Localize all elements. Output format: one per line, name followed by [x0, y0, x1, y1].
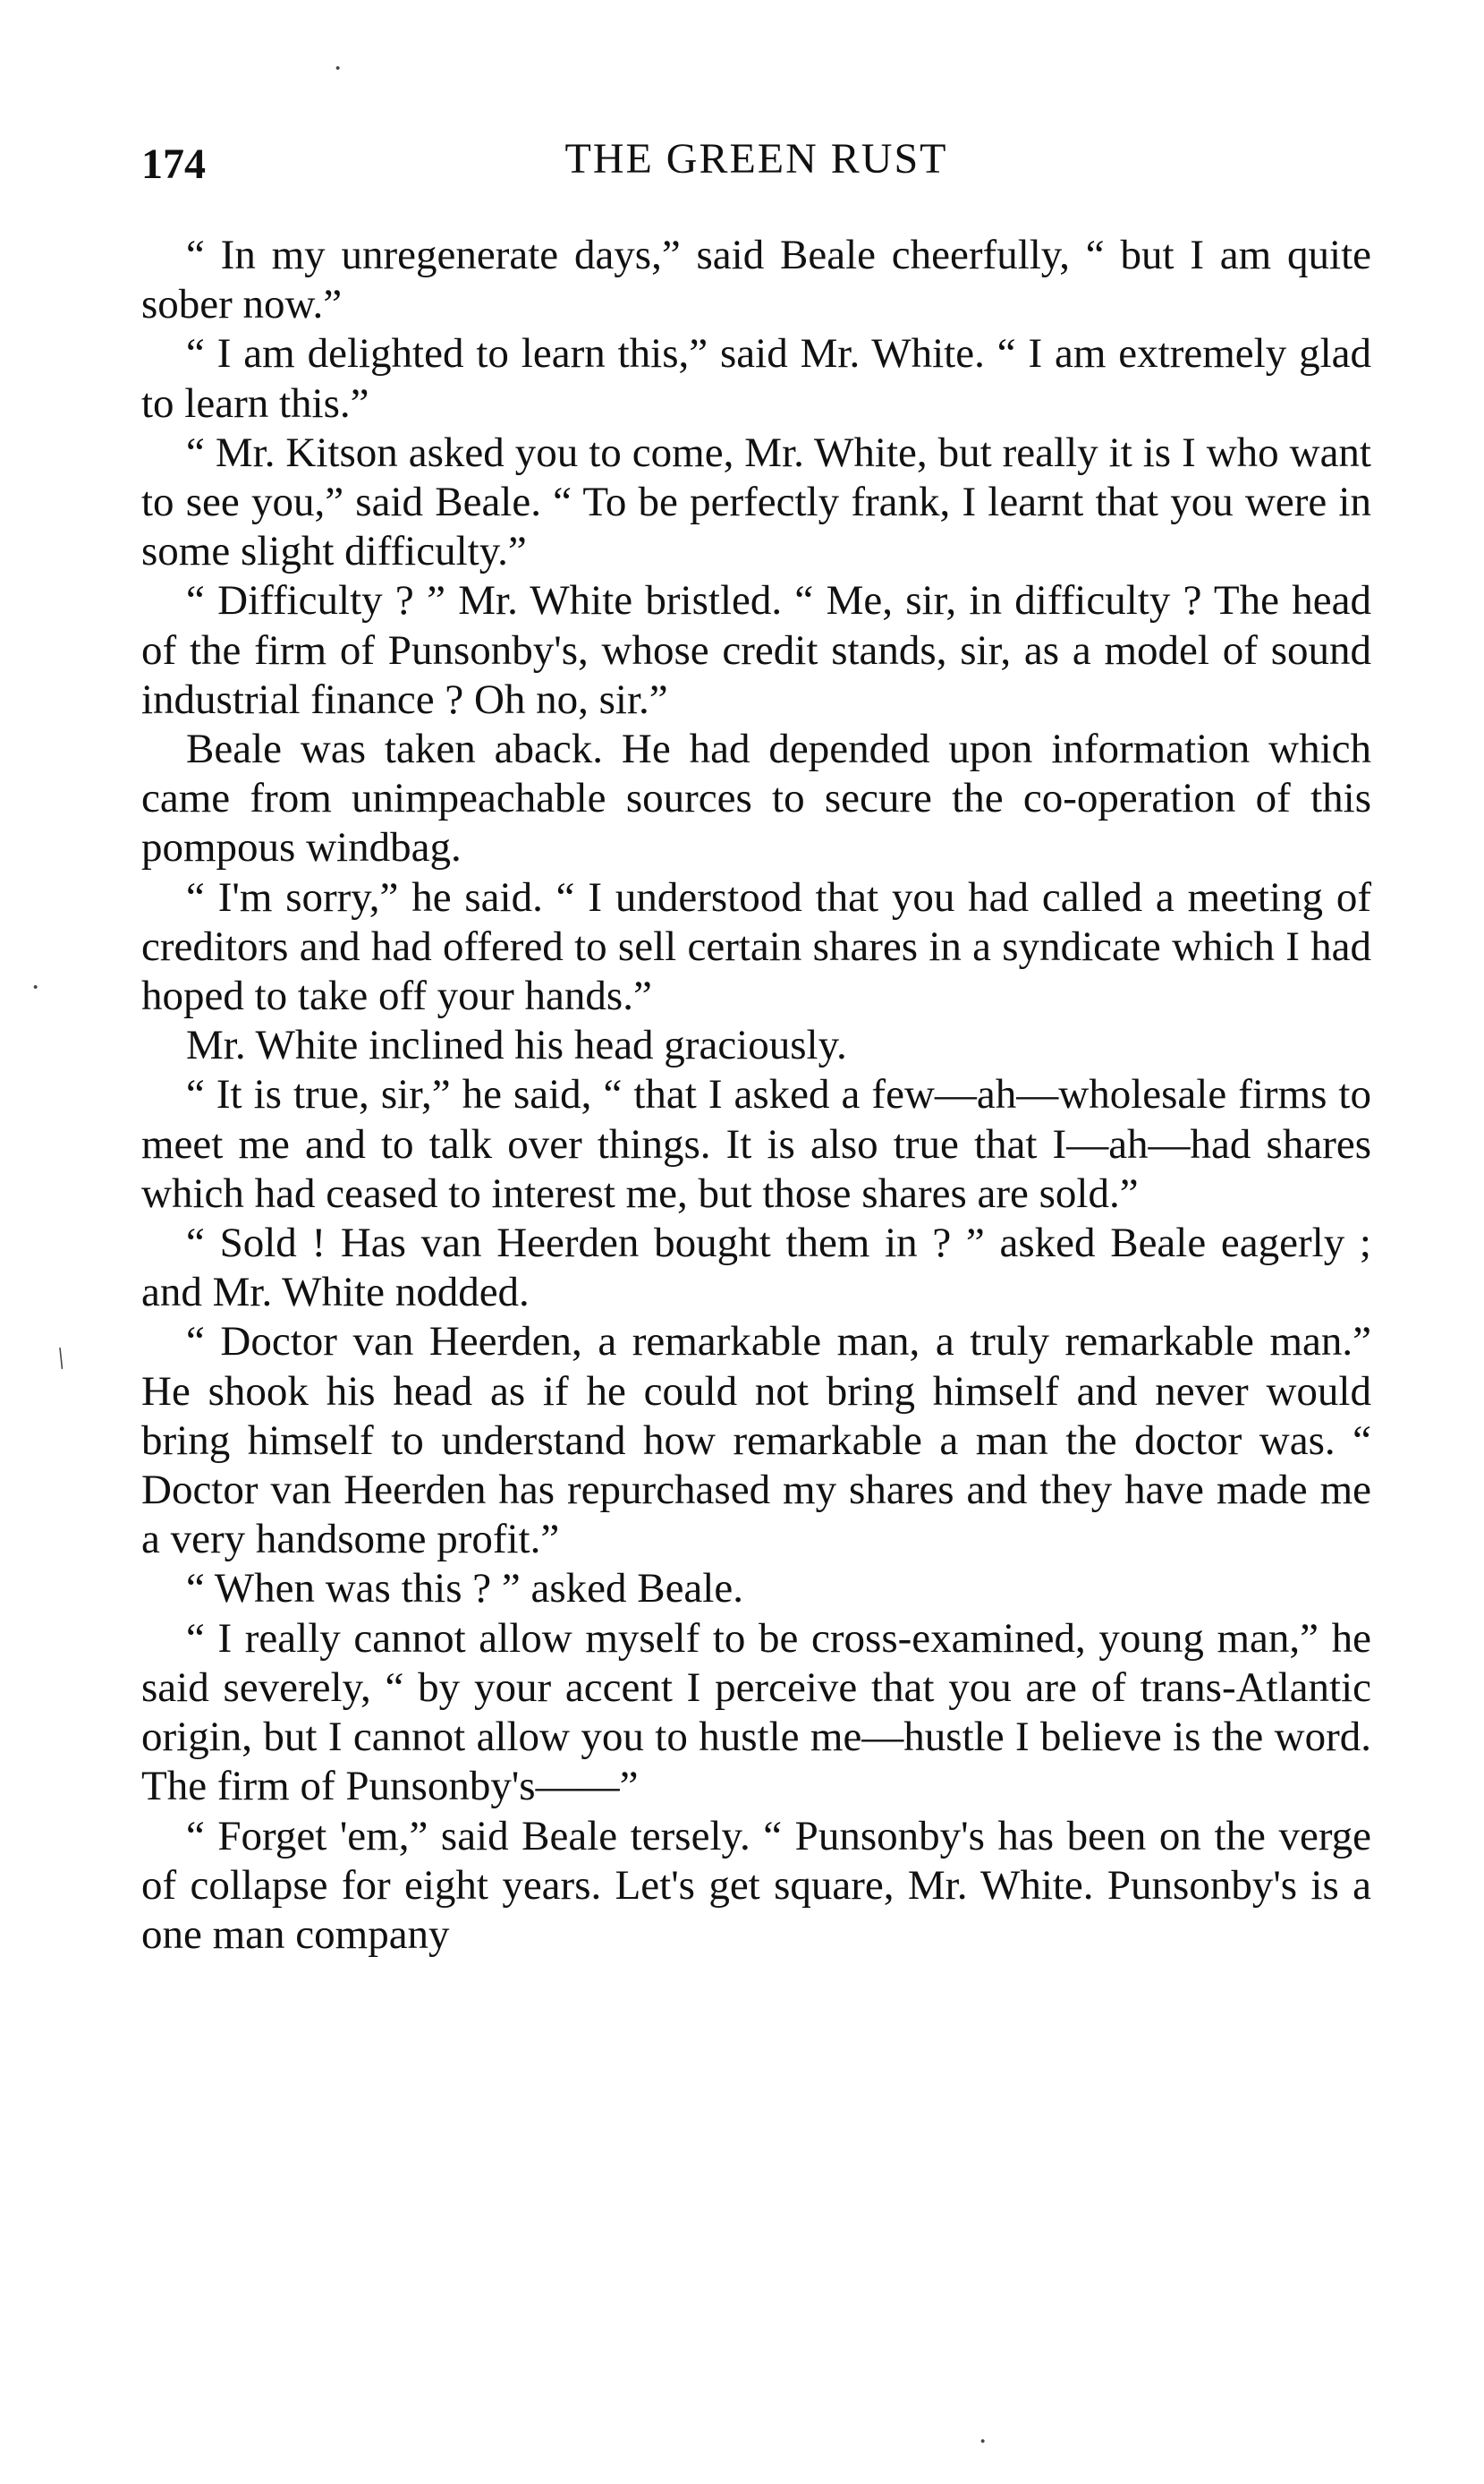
paragraph: “ I am delighted to learn this,” said Mr. White. “ I am extremely glad to learn this.”: [141, 330, 1371, 427]
margin-speck: ·: [978, 2425, 988, 2458]
paragraph: “ It is true, sir,” he said, “ that I asked a few—ah—wholesale firms to meet me and to talk over things. It is also true that I—ah—had shares which had ceased to interest me, but those shares are sold.”: [141, 1071, 1371, 1217]
paragraph: “ I'm sorry,” he said. “ I understood that you had called a meeting of creditors and had offered to sell certain shares in a syndicate which I had hoped to take off your hands.”: [141, 873, 1371, 1020]
body-text: [141, 231, 1371, 1960]
paragraph: Beale was taken aback. He had depended upon information which came from unimpeachable sources to secure the co-operation of this pompous windbag.: [141, 726, 1371, 872]
margin-speck: ·: [30, 971, 41, 1004]
page-number: 174: [141, 140, 206, 188]
margin-pencil-mark: /: [50, 1341, 72, 1376]
paragraph: “ Sold ! Has van Heerden bought them in ? ” asked Beale eagerly ; and Mr. White nodded.: [141, 1220, 1371, 1316]
paragraph: “ Doctor van Heerden, a remarkable man, a truly remarkable man.” He shook his head as if he could not bring himself and never would bring himself to understand how remarkable a man the doctor was. “ Doctor van Heerden has repurchased my shares and they have made me a very handsome profit.”: [141, 1318, 1371, 1563]
paragraph: “ I really cannot allow myself to be cross-examined, young man,” he said severely, “ by your accent I perceive that you are of trans-Atlantic origin, but I cannot allow you to hustle me—hustle I believe is the word. The firm of Punsonby's——”: [141, 1614, 1371, 1810]
paragraph: “ When was this ? ” asked Beale.: [186, 1565, 743, 1612]
margin-speck: ·: [333, 52, 343, 85]
paragraph: “ In my unregenerate days,” said Beale cheerfully, “ but I am quite sober now.”: [141, 232, 1371, 328]
paragraph: “ Forget 'em,” said Beale tersely. “ Punsonby's has been on the verge of collapse for eight years. Let's get square, Mr. White. Punsonby's is a one man company: [141, 1812, 1371, 1958]
book-page: [141, 134, 1371, 1960]
paragraph: Mr. White inclined his head graciously.: [186, 1022, 847, 1069]
paragraph: “ Difficulty ? ” Mr. White bristled. “ Me, sir, in difficulty ? The head of the firm of Punsonby's, whose credit stands, sir, as a model of sound industrial finance ? Oh no, sir.”: [141, 577, 1371, 723]
running-head: [141, 134, 1371, 197]
paragraph: “ Mr. Kitson asked you to come, Mr. White, but really it is I who want to see you,” said Beale. “ To be perfectly frank, I learnt that you were in some slight difficulty.”: [141, 429, 1371, 575]
book-title: THE GREEN RUST: [564, 135, 948, 183]
